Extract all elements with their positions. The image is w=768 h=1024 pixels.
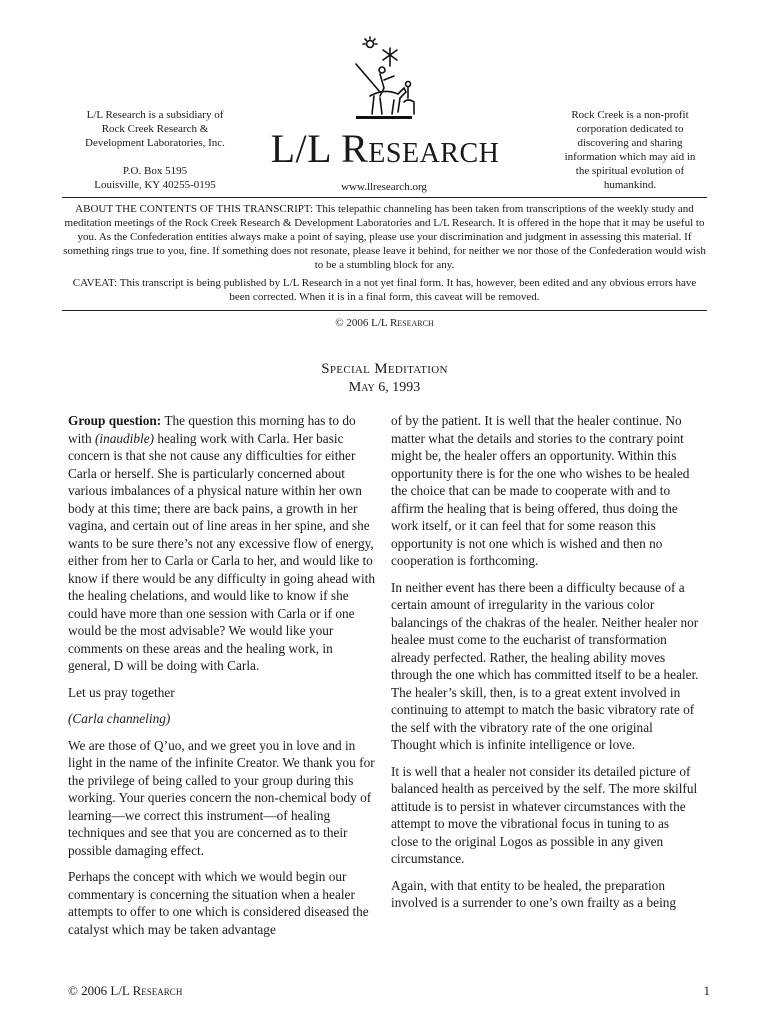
document-title: Special Meditation: [321, 361, 448, 377]
rock-creek-line: Rock Creek is a non-profit: [571, 109, 689, 121]
don-quixote-logo-icon: [350, 36, 418, 122]
group-question-label: Group question:: [68, 413, 162, 428]
brand-prefix: L/L: [270, 126, 342, 171]
body-paragraph: Again, with that entity to be healed, the preparation involved is a surrender to one’s own frailty as a being: [391, 877, 677, 910]
body-paragraph: Perhaps the concept with which we would begin our commentary is concerning the situation when a healer attempts to offer to one which is considered diseased the catalyst which may be taken advantage: [68, 869, 369, 937]
body-paragraph: We are those of Q’uo, and we greet you in love and in light in the name of the infinite Creator. We thank you for the privilege of being called to your group during this working. Your queries concern the non-chemical body of learning—we correct this instrument—of healing techniques and see that you are concerned as to their possible damaging effect.: [68, 737, 375, 858]
about-paragraph: ABOUT THE CONTENTS OF THIS TRANSCRIPT: This telepathic channeling has been taken from transcriptions of the weekly study and meditation meetings of the Rock Creek Research & Development Laboratories and L/L Research. It is offered in the hope that it may be useful to you. As the Confederation entities always make a point of saying, please use your discrimination and judgment in assessing this material. If something rings true to you, fine. If something does not resonate, please leave it behind, for neither we nor those of the Confederation would wish to be a stumbling block for any.: [63, 203, 706, 271]
caveat-paragraph: CAVEAT: This transcript is being published by L/L Research in a not yet final form. It has, however, been edited and any obvious errors have been corrected. When it is in a final form, this caveat will be removed.: [72, 277, 697, 303]
body-paragraph: It is well that a healer not consider its detailed picture of balanced health as perceived by the self. The more skilful attitude is to persist in whatever circumstances with the attempt to move the vibrational focus in tuning to as close to the original Logos as possible in any given circumstance.: [391, 763, 698, 866]
publisher-info: [60, 108, 250, 192]
channeling-note: (Carla channeling): [68, 711, 171, 726]
left-column: [68, 412, 376, 947]
po-box: P.O. Box 5195: [122, 165, 188, 177]
about-rule: [62, 310, 707, 311]
footer-copyright: © 2006 L/L Research: [68, 983, 183, 998]
publisher-line: L/L Research is a subsidiary of: [86, 109, 224, 121]
publisher-line: Rock Creek Research &: [101, 123, 209, 135]
document-date: May 6, 1993: [348, 380, 421, 395]
city-state-zip: Louisville, KY 40255-0195: [94, 179, 216, 191]
website-url[interactable]: www.llresearch.org: [341, 181, 427, 193]
body-paragraph: of by the patient. It is well that the healer continue. No matter what the details and stories to the contrary point might be, the healer offers an opportunity. Within this opportunity there is for the one who wishes to be healed the choice that can be made to cooperate with and to affirm the healing that is being offered, thus doing the work itself, or it can feel that for some reason this opportunity is not one which is wished and then no cooperation is forthcoming.: [391, 413, 690, 568]
about-notice: [62, 202, 707, 304]
rock-creek-line: discovering and sharing: [577, 137, 683, 149]
rock-creek-line: information which may aid in: [564, 151, 696, 163]
copyright-notice: © 2006 L/L Research: [335, 317, 434, 329]
inaudible-note: (inaudible): [94, 430, 155, 446]
publisher-line: Development Laboratories, Inc.: [85, 137, 225, 149]
page-number: 1: [703, 983, 710, 998]
brand-name: Research: [341, 126, 500, 171]
rock-creek-line: corporation dedicated to: [576, 123, 684, 135]
body-paragraph: In neither event has there been a difficulty because of a certain amount of irregularity in the various color balancings of the chakras of the healer. Neither healer nor healee must come to the eucharist of transformation already perfected. Rather, the healing ability moves through the one which has committed itself to be a healer. The healer’s skill, then, is to a great extent involved in continuing to attempt to match the basic vibratory rate of the self with the vibratory rate of the one original Thought which is infinite intelligence or love.: [391, 579, 699, 752]
rock-creek-line: humankind.: [603, 179, 657, 191]
prayer-line: Let us pray together: [68, 684, 175, 700]
rock-creek-info: [545, 108, 715, 192]
brand-wordmark: [243, 126, 527, 172]
header-rule: [62, 197, 707, 198]
right-column: [391, 412, 699, 921]
rock-creek-line: the spiritual evolution of: [575, 165, 685, 177]
group-question: Group question: The question this morning has to do with (inaudible) healing work with Carla. Her basic concern is that she not cause any difficulties for either Carla or herself. She is particularly concerned about various imbalances of a physical nature within her own body at this time; there are back pains, a growth in her vagina, and certain out of line areas in her spine, and she wants to be sure there’s not any excessive flow of energy, either from her to Carla or Carla to her, and would like to know if there would be any difficulty in going ahead with the healing chelations, and would like to know if she could have more than one session with Carla or if one would be the most advisable? We would like your comments on these areas and the healing work, in general, D will be doing with Carla.: [68, 413, 375, 673]
